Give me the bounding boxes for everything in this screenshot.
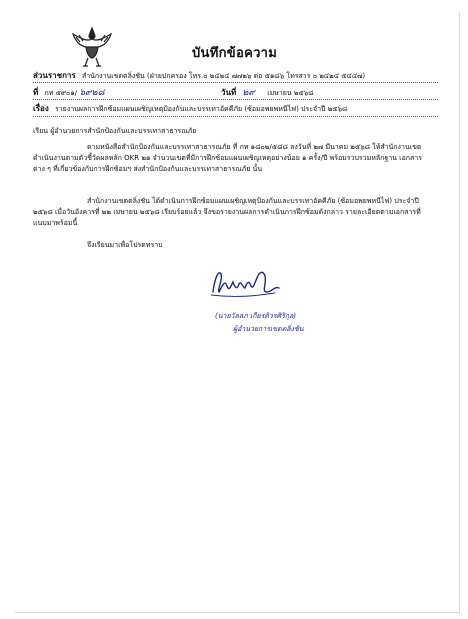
paragraph-1: ตามหนังสือสำนักป้องกันและบรรเทาสาธารณภัย ที่ กท ๑๘๐๒/๕๘๘ ลงวันที่ ๒๗ มีนาคม ๒๕๖๘ ให้สำนักงานเขตดำเนินงานตามตัวชี้วัดผลหลัก OKR ๒๑ จำนวนเขตที่มีการฝึกซ้อมแผนเผชิญเหตุอย่างน้อย ๑ ครั้ง/ปี พร้อมรวบรวมหลักฐาน เอกสารต่าง ๆ ที่เกี่ยวข้องกับการฝึกซ้อมฯ ส่งสำนักป้องกันและบรรเทาสาธารณภัย นั้น <box>33 143 422 173</box>
ref-row <box>33 88 438 98</box>
signatory-position: ผู้อำนวยการเขตตลิ่งชัน <box>233 325 304 333</box>
date-label: วันที่ <box>221 88 237 97</box>
salutation: เรียน ผู้อำนวยการสำนักป้องกันและบรรเทาสาธารณภัย <box>33 127 197 135</box>
handwritten-signature <box>205 262 285 302</box>
ref-value: กท ๕๙๐๑/ <box>44 89 78 97</box>
ref-handwritten: ๖๙๒๘ <box>79 88 105 98</box>
agency-row <box>33 71 438 81</box>
ref-label: ที่ <box>33 88 39 97</box>
closing-line: จึงเรียนมาเพื่อโปรดทราบ <box>87 241 163 249</box>
subject-value: รายงานผลการฝึกซ้อมแผนเผชิญเหตุป้องกันและบรรเทาอัคคีภัย (ซ้อมอพยพหนีไฟ) ประจำปี ๒๕๖๘ <box>54 105 348 113</box>
subject-row <box>33 104 438 114</box>
ref-underline <box>33 99 438 100</box>
garuda-emblem-icon <box>70 24 114 70</box>
agency-label: ส่วนราชการ <box>33 71 76 80</box>
agency-underline <box>33 82 438 83</box>
memo-title: บันทึกข้อความ <box>192 46 278 61</box>
agency-value: สำนักงานเขตตลิ่งชัน (ฝ่ายปกครอง โทร.๐ ๒๔๒๔ ๗๗๒๖ ต่อ ๕๑๘๖ โทรสาร ๐ ๒๔๒๔ ๕๔๔๗) <box>81 72 366 80</box>
subject-label: เรื่อง <box>33 104 49 113</box>
signatory-name: (นายวัลลภ เกียรติวรศิริกุล) <box>215 312 297 320</box>
date-handwritten: ๒๙ <box>242 88 255 98</box>
date-value: เมษายน ๒๕๖๘ <box>267 89 314 97</box>
paragraph-2: สำนักงานเขตตลิ่งชัน ได้ดำเนินการฝึกซ้อมแผนเผชิญเหตุป้องกันและบรรเทาอัคคีภัย (ซ้อมอพยพหนีไฟ) ประจำปี ๒๕๖๘ เมื่อวันอังคารที่ ๒๒ เมษายน ๒๕๖๘ เรียบร้อยแล้ว จึงขอรายงานผลการดำเนินการฝึกซ้อมดังกล่าว รายละเอียดตามเอกสารที่แนบมาพร้อมนี้ <box>33 197 421 227</box>
subject-underline <box>33 116 438 117</box>
